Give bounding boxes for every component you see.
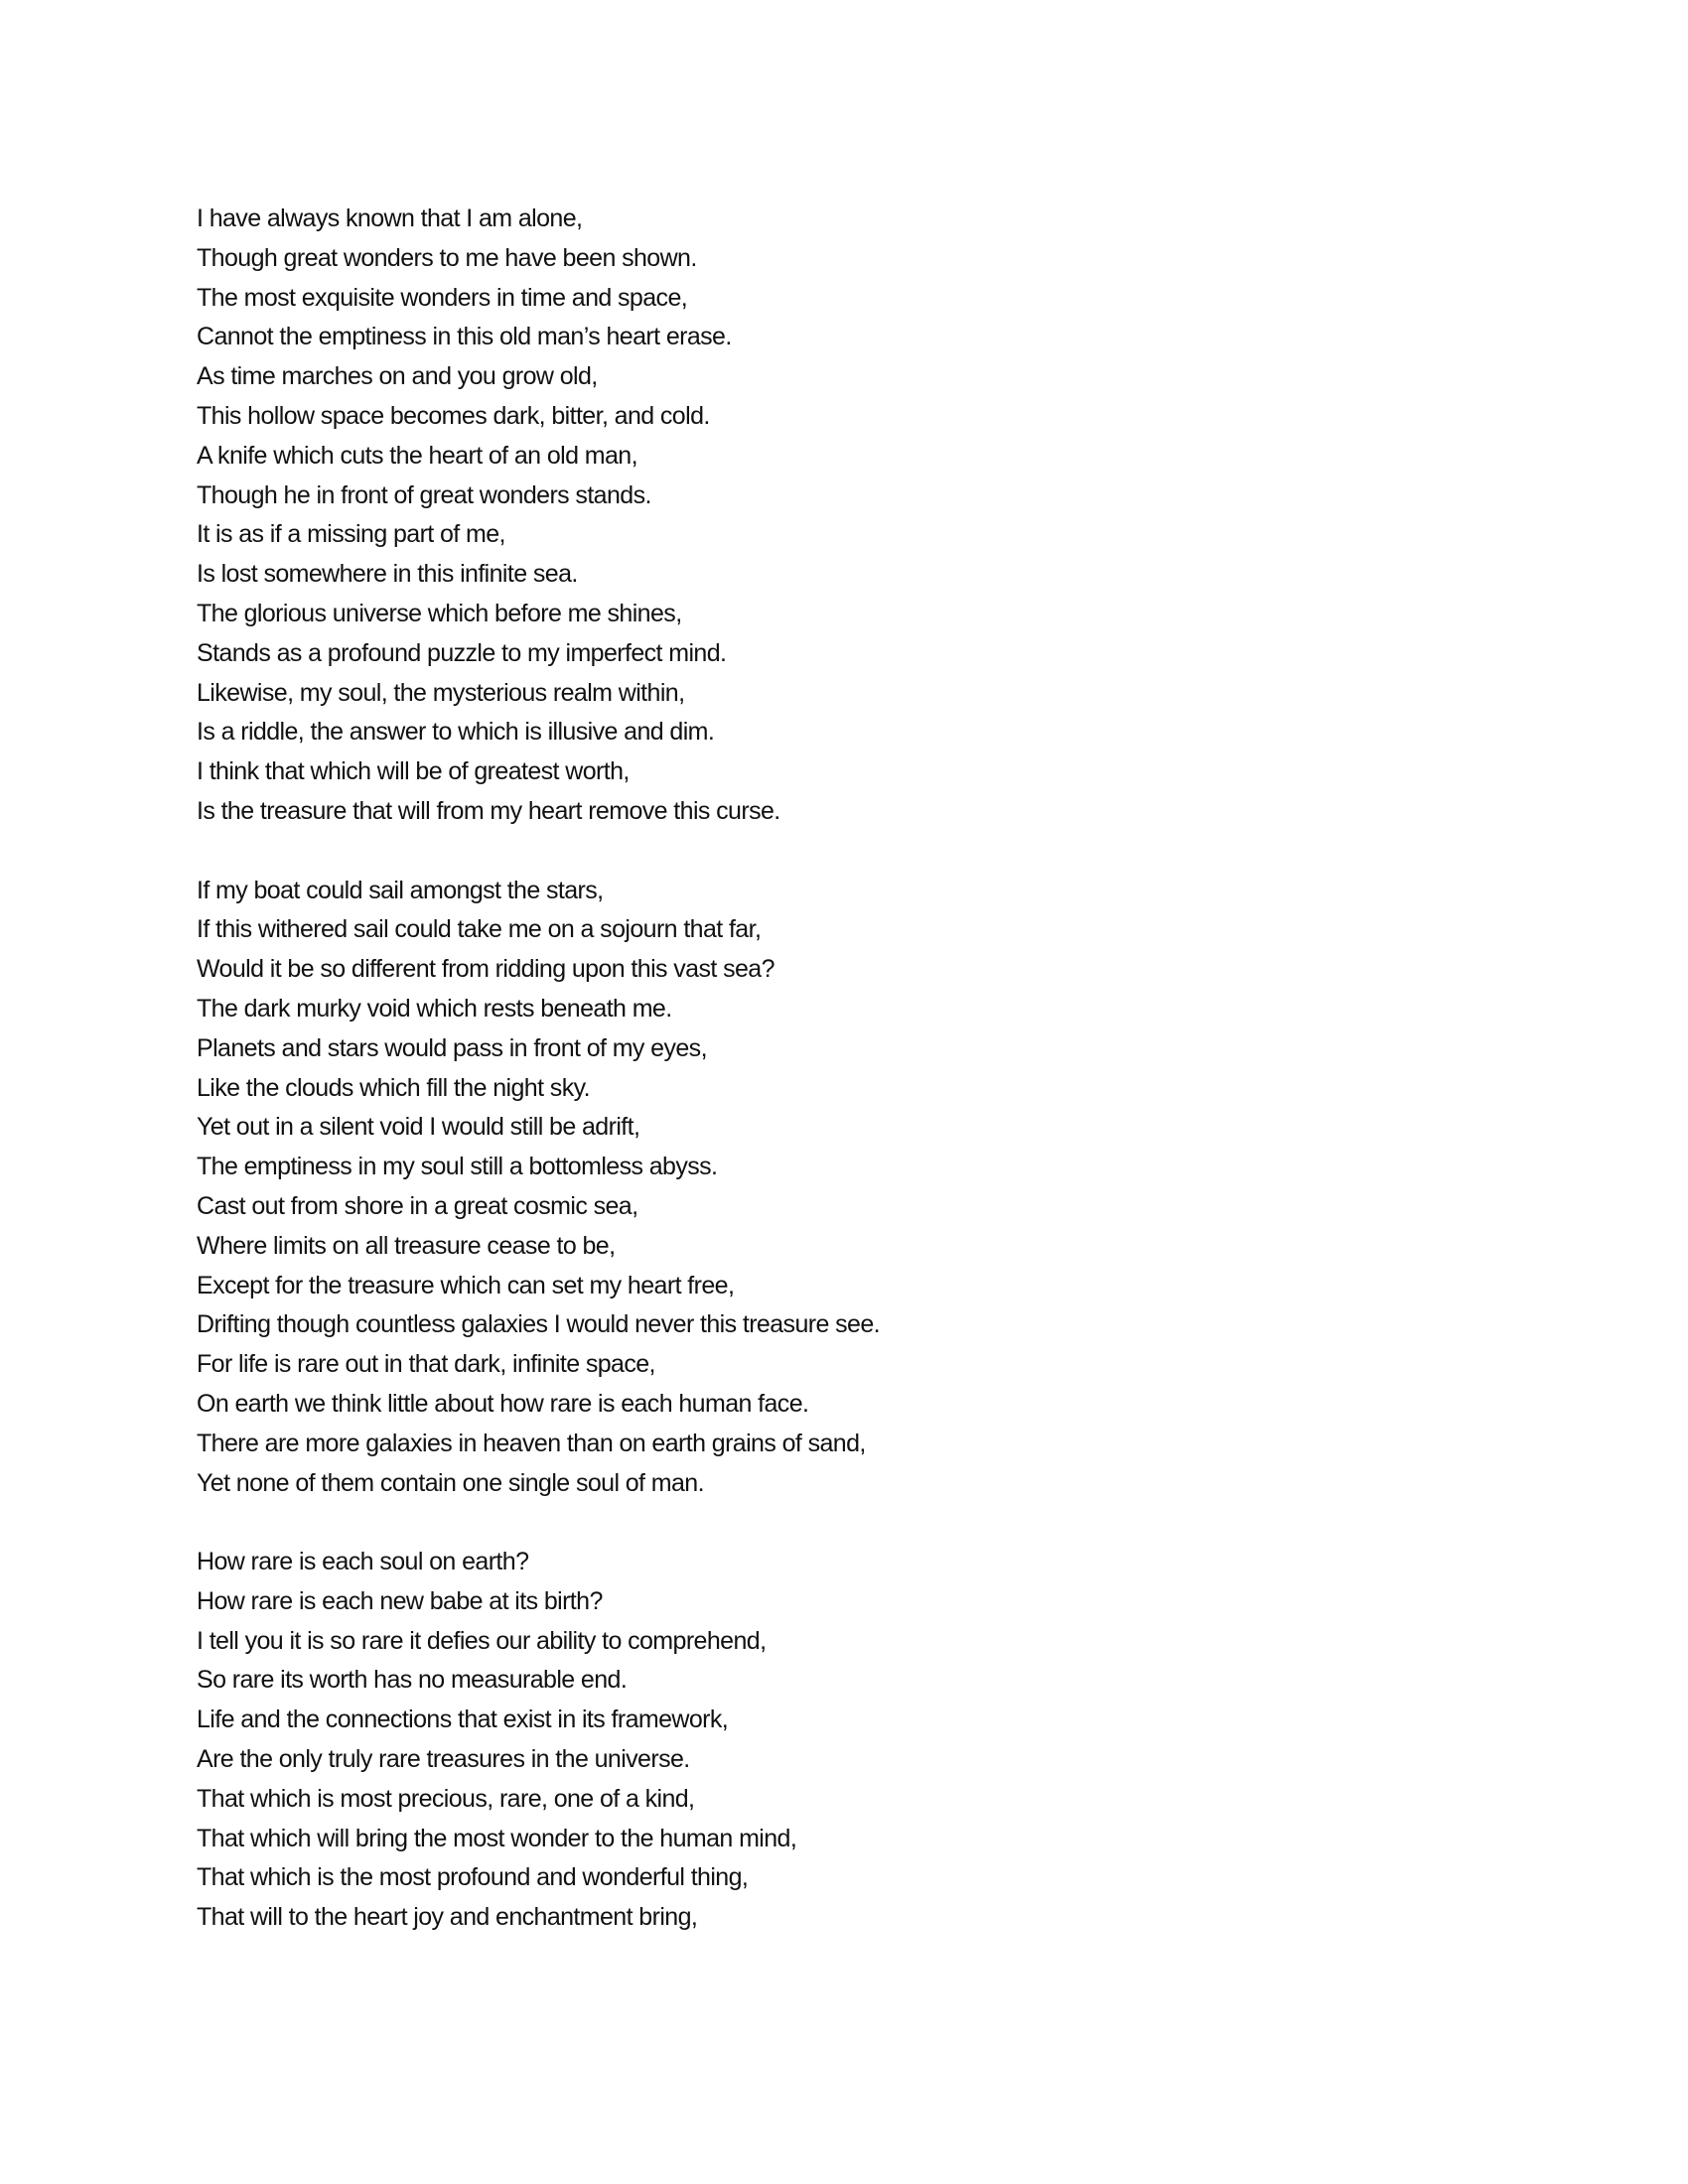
poem-line: Likewise, my soul, the mysterious realm within, <box>197 678 685 707</box>
stanza <box>197 1543 880 1938</box>
poem-line: Cast out from shore in a great cosmic sea, <box>197 1191 638 1220</box>
poem-line: Where limits on all treasure cease to be, <box>197 1231 616 1260</box>
poem-line: So rare its worth has no measurable end. <box>197 1666 628 1695</box>
poem-line: Stands as a profound puzzle to my imperfect mind. <box>197 638 727 667</box>
poem-line: That will to the heart joy and enchantment bring, <box>197 1903 698 1932</box>
poem-line: For life is rare out in that dark, infinite space, <box>197 1350 655 1379</box>
poem-line: Though great wonders to me have been shown. <box>197 243 697 272</box>
poem-line: That which is the most profound and wonderful thing, <box>197 1863 749 1892</box>
poem-line: That which will bring the most wonder to the human mind, <box>197 1824 797 1852</box>
poem-line: Drifting though countless galaxies I would never this treasure see. <box>197 1310 880 1339</box>
poem-line: As time marches on and you grow old, <box>197 362 598 391</box>
poem-line: Cannot the emptiness in this old man’s heart erase. <box>197 323 732 351</box>
poem-line: This hollow space becomes dark, bitter, and cold. <box>197 401 710 430</box>
poem-line: How rare is each new babe at its birth? <box>197 1586 603 1615</box>
poem-line: Yet none of them contain one single soul of man. <box>197 1468 704 1497</box>
poem-line: Is lost somewhere in this infinite sea. <box>197 560 578 589</box>
poem-line: A knife which cuts the heart of an old man, <box>197 441 637 470</box>
poem-line: Is the treasure that will from my heart remove this curse. <box>197 796 780 825</box>
poem-line: That which is most precious, rare, one of a kind, <box>197 1784 695 1813</box>
poem-line: Is a riddle, the answer to which is illusive and dim. <box>197 718 715 747</box>
poem-line: On earth we think little about how rare is each human face. <box>197 1389 809 1418</box>
poem-line: There are more galaxies in heaven than on earth grains of sand, <box>197 1429 866 1457</box>
poem-line: The most exquisite wonders in time and space, <box>197 283 688 312</box>
stanza <box>197 872 880 1504</box>
poem-body <box>197 200 880 1978</box>
poem-line: How rare is each soul on earth? <box>197 1548 529 1576</box>
poem-line: If my boat could sail amongst the stars, <box>197 876 604 904</box>
poem-line: Are the only truly rare treasures in the universe. <box>197 1745 690 1774</box>
poem-line: Life and the connections that exist in its framework, <box>197 1706 729 1734</box>
poem-line: The glorious universe which before me shines, <box>197 599 682 627</box>
poem-line: I tell you it is so rare it defies our ability to comprehend, <box>197 1626 767 1655</box>
poem-line: Planets and stars would pass in front of my eyes, <box>197 1033 707 1062</box>
poem-line: Though he in front of great wonders stands. <box>197 480 651 509</box>
poem-line: I think that which will be of greatest worth, <box>197 757 630 786</box>
poem-line: Would it be so different from ridding upon this vast sea? <box>197 955 774 984</box>
poem-line: The dark murky void which rests beneath me. <box>197 994 672 1023</box>
poem-line: The emptiness in my soul still a bottomless abyss. <box>197 1153 718 1181</box>
poem-line: Except for the treasure which can set my heart free, <box>197 1271 735 1299</box>
poem-line: I have always known that I am alone, <box>197 205 583 232</box>
poem-line: If this withered sail could take me on a sojourn that far, <box>197 915 762 944</box>
poem-line: It is as if a missing part of me, <box>197 520 505 549</box>
stanza <box>197 200 880 832</box>
poem-line: Like the clouds which fill the night sky. <box>197 1073 590 1102</box>
poem-line: Yet out in a silent void I would still be adrift, <box>197 1113 640 1142</box>
